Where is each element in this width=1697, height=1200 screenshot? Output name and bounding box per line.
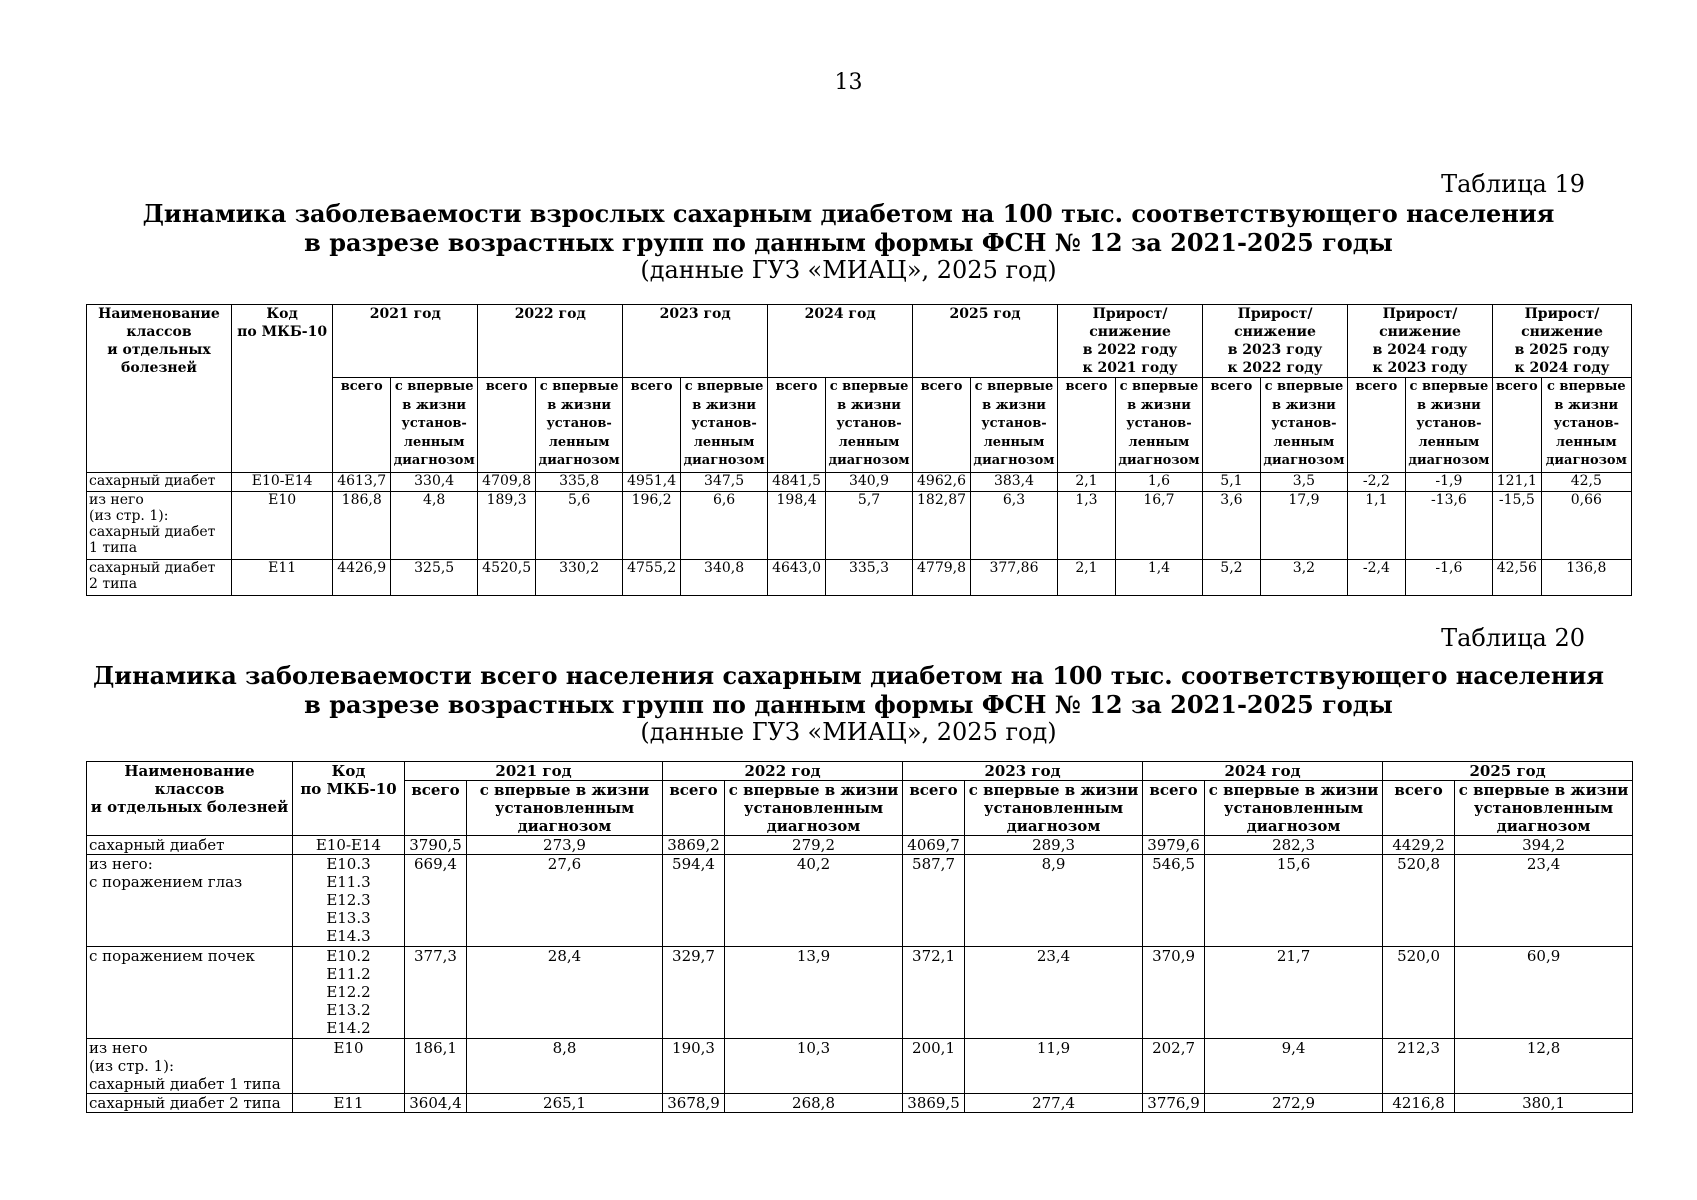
row-value: -13,6: [1405, 492, 1492, 560]
row-value: 186,8: [333, 492, 391, 560]
table-19-title-line2: в разрезе возрастных групп по данным формы ФСН № 12 за 2021-2025 годы: [304, 228, 1393, 257]
row-value: 212,3: [1383, 1039, 1455, 1094]
row-value: 273,9: [467, 836, 663, 855]
row-value: 1,4: [1115, 560, 1202, 596]
row-value: 380,1: [1455, 1094, 1633, 1113]
row-value: 3678,9: [663, 1094, 725, 1113]
row-code: E11: [293, 1094, 405, 1113]
subheader-new-diagnosis: с впервые в жизни установ- ленным диагнозом: [1405, 378, 1492, 473]
table-row: [87, 473, 1632, 492]
subheader-new-diagnosis: с впервые в жизни установленным диагнозом: [725, 781, 903, 836]
header-year-2021: 2021 год: [333, 305, 478, 378]
row-value: 15,6: [1205, 855, 1383, 947]
row-value: 268,8: [725, 1094, 903, 1113]
row-value: 3604,4: [405, 1094, 467, 1113]
row-value: 6,6: [681, 492, 768, 560]
row-value: -1,9: [1405, 473, 1492, 492]
row-value: 42,5: [1541, 473, 1631, 492]
row-value: 330,2: [536, 560, 623, 596]
table-20: [86, 761, 1633, 1113]
row-value: 520,8: [1383, 855, 1455, 947]
row-value: 4,8: [391, 492, 478, 560]
subheader-new-diagnosis: с впервые в жизни установ- ленным диагнозом: [1115, 378, 1202, 473]
row-name: из него (из стр. 1): сахарный диабет 1 типа: [87, 492, 232, 560]
subheader-total: всего: [903, 781, 965, 836]
subheader-total: всего: [768, 378, 826, 473]
subheader-new-diagnosis: с впервые в жизни установ- ленным диагнозом: [681, 378, 768, 473]
row-code: E10.2 E11.2 E12.2 E13.2 E14.2: [293, 947, 405, 1039]
row-code: E10: [293, 1039, 405, 1094]
row-value: 669,4: [405, 855, 467, 947]
subheader-new-diagnosis: с впервые в жизни установ- ленным диагнозом: [1541, 378, 1631, 473]
row-value: 3869,2: [663, 836, 725, 855]
row-name: из него: с поражением глаз: [87, 855, 293, 947]
row-value: 4951,4: [623, 473, 681, 492]
row-value: 4520,5: [478, 560, 536, 596]
row-value: 3,5: [1260, 473, 1347, 492]
row-value: 28,4: [467, 947, 663, 1039]
header-year-2024: 2024 год: [1143, 762, 1383, 781]
row-value: 5,2: [1203, 560, 1261, 596]
row-value: 200,1: [903, 1039, 965, 1094]
row-value: 4643,0: [768, 560, 826, 596]
row-value: 1,1: [1348, 492, 1406, 560]
table-row: [87, 560, 1632, 596]
row-value: -2,4: [1348, 560, 1406, 596]
row-value: 277,4: [965, 1094, 1143, 1113]
row-value: 0,66: [1541, 492, 1631, 560]
header-year-2022: 2022 год: [478, 305, 623, 378]
subheader-total: всего: [663, 781, 725, 836]
subheader-new-diagnosis: с впервые в жизни установленным диагнозом: [965, 781, 1143, 836]
row-value: 6,3: [970, 492, 1057, 560]
subheader-total: всего: [1383, 781, 1455, 836]
row-value: 8,8: [467, 1039, 663, 1094]
row-value: 347,5: [681, 473, 768, 492]
subheader-total: всего: [623, 378, 681, 473]
table-row: [87, 1094, 1633, 1113]
row-value: 335,3: [825, 560, 912, 596]
subheader-new-diagnosis: с впервые в жизни установ- ленным диагнозом: [536, 378, 623, 473]
row-value: 370,9: [1143, 947, 1205, 1039]
row-code: E11: [231, 560, 332, 596]
row-code: E10: [231, 492, 332, 560]
header-year-2024: 2024 год: [768, 305, 913, 378]
row-value: 587,7: [903, 855, 965, 947]
table-20-source: (данные ГУЗ «МИАЦ», 2025 год): [640, 718, 1057, 746]
table-row: [87, 947, 1633, 1039]
row-value: 4841,5: [768, 473, 826, 492]
header-code: Код по МКБ-10: [293, 762, 405, 836]
row-value: -1,6: [1405, 560, 1492, 596]
row-value: 23,4: [965, 947, 1143, 1039]
row-value: 335,8: [536, 473, 623, 492]
row-value: 4962,6: [913, 473, 971, 492]
row-name: сахарный диабет: [87, 836, 293, 855]
row-value: 3,2: [1260, 560, 1347, 596]
subheader-new-diagnosis: с впервые в жизни установ- ленным диагнозом: [391, 378, 478, 473]
row-value: 196,2: [623, 492, 681, 560]
row-code: E10-E14: [231, 473, 332, 492]
row-value: 16,7: [1115, 492, 1202, 560]
subheader-new-diagnosis: с впервые в жизни установ- ленным диагнозом: [1260, 378, 1347, 473]
row-value: -2,2: [1348, 473, 1406, 492]
header-year-2025: 2025 год: [913, 305, 1058, 378]
row-value: 136,8: [1541, 560, 1631, 596]
header-year-2021: 2021 год: [405, 762, 663, 781]
table-row: [87, 855, 1633, 947]
row-value: 4779,8: [913, 560, 971, 596]
row-value: 340,9: [825, 473, 912, 492]
row-value: 198,4: [768, 492, 826, 560]
row-value: 282,3: [1205, 836, 1383, 855]
header-code: Код по МКБ-10: [231, 305, 332, 473]
header-name: Наименование классов и отдельных болезней: [87, 305, 232, 473]
row-value: 12,8: [1455, 1039, 1633, 1094]
row-value: 5,6: [536, 492, 623, 560]
row-value: 40,2: [725, 855, 903, 947]
row-value: 3790,5: [405, 836, 467, 855]
row-value: 21,7: [1205, 947, 1383, 1039]
subheader-new-diagnosis: с впервые в жизни установленным диагнозом: [1205, 781, 1383, 836]
row-value: 4429,2: [1383, 836, 1455, 855]
subheader-total: всего: [478, 378, 536, 473]
subheader-total: всего: [333, 378, 391, 473]
subheader-total: всего: [1203, 378, 1261, 473]
row-value: 60,9: [1455, 947, 1633, 1039]
row-name: с поражением почек: [87, 947, 293, 1039]
subheader-new-diagnosis: с впервые в жизни установ- ленным диагнозом: [970, 378, 1057, 473]
table-19-label: Таблица 19: [1441, 170, 1585, 198]
table-20-title-line2: в разрезе возрастных групп по данным формы ФСН № 12 за 2021-2025 годы: [304, 690, 1393, 719]
row-value: 272,9: [1205, 1094, 1383, 1113]
row-value: 42,56: [1492, 560, 1541, 596]
row-value: 372,1: [903, 947, 965, 1039]
row-value: 383,4: [970, 473, 1057, 492]
table-19-source: (данные ГУЗ «МИАЦ», 2025 год): [640, 256, 1057, 284]
table-20-label: Таблица 20: [1441, 624, 1585, 652]
header-year-2023: 2023 год: [903, 762, 1143, 781]
table-19: [86, 304, 1632, 596]
subheader-new-diagnosis: с впервые в жизни установленным диагнозом: [467, 781, 663, 836]
row-value: 289,3: [965, 836, 1143, 855]
row-value: -15,5: [1492, 492, 1541, 560]
row-code: E10.3 E11.3 E12.3 E13.3 E14.3: [293, 855, 405, 947]
header-year-2025: 2025 год: [1383, 762, 1633, 781]
row-value: 4709,8: [478, 473, 536, 492]
row-value: 265,1: [467, 1094, 663, 1113]
row-value: 377,3: [405, 947, 467, 1039]
row-value: 202,7: [1143, 1039, 1205, 1094]
header-growth-2025: Прирост/ снижение в 2025 году к 2024 году: [1492, 305, 1631, 378]
header-growth-2023: Прирост/ снижение в 2023 году к 2022 году: [1203, 305, 1348, 378]
header-year-2023: 2023 год: [623, 305, 768, 378]
row-value: 1,6: [1115, 473, 1202, 492]
subheader-total: всего: [913, 378, 971, 473]
row-value: 340,8: [681, 560, 768, 596]
header-name: Наименование классов и отдельных болезней: [87, 762, 293, 836]
row-value: 4216,8: [1383, 1094, 1455, 1113]
row-value: 5,1: [1203, 473, 1261, 492]
row-value: 23,4: [1455, 855, 1633, 947]
row-value: 4069,7: [903, 836, 965, 855]
table-20-title-line1: Динамика заболеваемости всего населения сахарным диабетом на 100 тыс. соответствующего населения: [92, 661, 1605, 690]
row-value: 190,3: [663, 1039, 725, 1094]
subheader-total: всего: [1143, 781, 1205, 836]
row-value: 1,3: [1058, 492, 1116, 560]
row-value: 520,0: [1383, 947, 1455, 1039]
row-name: сахарный диабет 2 типа: [87, 560, 232, 596]
subheader-total: всего: [1058, 378, 1116, 473]
page-number: 13: [834, 70, 863, 95]
row-value: 9,4: [1205, 1039, 1383, 1094]
row-value: 3979,6: [1143, 836, 1205, 855]
row-value: 2,1: [1058, 560, 1116, 596]
row-value: 594,4: [663, 855, 725, 947]
row-value: 3776,9: [1143, 1094, 1205, 1113]
table-19-title-line1: Динамика заболеваемости взрослых сахарным диабетом на 100 тыс. соответствующего населения: [142, 199, 1555, 228]
row-value: 189,3: [478, 492, 536, 560]
row-value: 17,9: [1260, 492, 1347, 560]
row-value: 377,86: [970, 560, 1057, 596]
subheader-new-diagnosis: с впервые в жизни установ- ленным диагнозом: [825, 378, 912, 473]
row-value: 27,6: [467, 855, 663, 947]
row-value: 394,2: [1455, 836, 1633, 855]
row-value: 4613,7: [333, 473, 391, 492]
header-growth-2024: Прирост/ снижение в 2024 году к 2023 году: [1348, 305, 1493, 378]
row-value: 186,1: [405, 1039, 467, 1094]
row-value: 329,7: [663, 947, 725, 1039]
row-value: 10,3: [725, 1039, 903, 1094]
row-value: 121,1: [1492, 473, 1541, 492]
row-name: из него (из стр. 1): сахарный диабет 1 типа: [87, 1039, 293, 1094]
header-year-2022: 2022 год: [663, 762, 903, 781]
row-value: 4426,9: [333, 560, 391, 596]
row-value: 4755,2: [623, 560, 681, 596]
row-name: сахарный диабет 2 типа: [87, 1094, 293, 1113]
row-value: 8,9: [965, 855, 1143, 947]
subheader-total: всего: [405, 781, 467, 836]
subheader-total: всего: [1492, 378, 1541, 473]
row-value: 11,9: [965, 1039, 1143, 1094]
row-value: 3869,5: [903, 1094, 965, 1113]
row-name: сахарный диабет: [87, 473, 232, 492]
row-value: 3,6: [1203, 492, 1261, 560]
subheader-new-diagnosis: с впервые в жизни установленным диагнозом: [1455, 781, 1633, 836]
row-value: 330,4: [391, 473, 478, 492]
table-row: [87, 1039, 1633, 1094]
row-value: 279,2: [725, 836, 903, 855]
header-growth-2022: Прирост/ снижение в 2022 году к 2021 году: [1058, 305, 1203, 378]
subheader-total: всего: [1348, 378, 1406, 473]
row-value: 182,87: [913, 492, 971, 560]
row-value: 13,9: [725, 947, 903, 1039]
row-value: 325,5: [391, 560, 478, 596]
row-code: E10-E14: [293, 836, 405, 855]
row-value: 546,5: [1143, 855, 1205, 947]
row-value: 2,1: [1058, 473, 1116, 492]
row-value: 5,7: [825, 492, 912, 560]
table-row: [87, 836, 1633, 855]
table-row: [87, 492, 1632, 560]
